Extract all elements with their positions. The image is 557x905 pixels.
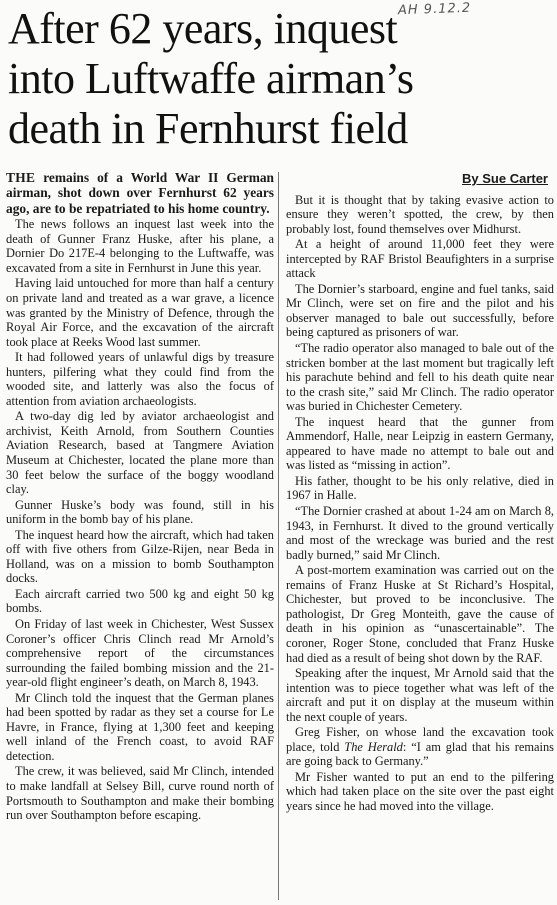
paragraph: Gunner Huske’s body was found, still in his uniform in the bomb bay of his plane. [6, 497, 274, 527]
column-divider [278, 172, 279, 900]
paragraph: The inquest heard how the aircraft, which had taken off with five others from Gilze-Rijen, near Beda in Holland, was on a mission to bomb Southampton docks. [6, 527, 274, 586]
newspaper-name: The Herald [344, 739, 403, 754]
headline [8, 4, 553, 154]
paragraph: “The Dornier crashed at about 1-24 am on March 8, 1943, in Fernhurst. It dived to the ground vertically and most of the wreckage was buried and the rest badly burned,” said Mr Clinch. [286, 504, 554, 562]
paragraph: It had followed years of unlawful digs by treasure hunters, pilfering what they could find from the wooded site, and latterly was also the focus of attention from aviation archaeologists. [6, 350, 274, 408]
lead-text: remains of a World War II German airman, shot down over Fernhurst 62 years ago, are to be repatriated to his home country. [6, 170, 274, 216]
paragraph: A post-mortem examination was carried out on the remains of Franz Huske at St Richard’s Hospital, Chichester, but proved to be inconclusive. The pathologist, Dr Greg Monteith, gave the cause of death in his opinion as “unascertainable”. The coroner, Roger Stone, concluded that Franz Huske had died as a result of being shot down by the RAF. [286, 563, 554, 665]
paragraph: A two-day dig led by aviator archaeologist and archivist, Keith Arnold, from Southern Counties Aviation Research, based at Tangmere Aviation Museum at Chichester, located the plane more than 30 feet below the surface of the boggy woodland clay. [6, 409, 274, 497]
handwritten-date-note: AH 9.12.2 [397, 0, 472, 19]
paragraph: At a height of around 11,000 feet they were intercepted by RAF Bristol Beaufighters in a surprise attack [286, 237, 554, 281]
paragraph [286, 725, 554, 769]
article-column-right [286, 172, 554, 814]
paragraph: The inquest heard that the gunner from Ammendorf, Halle, near Leipzig in eastern Germany, appeared to have made no attempt to bale out and was listed as “missing in action”. [286, 414, 554, 473]
paragraph: But it is thought that by taking evasive action to ensure they weren’t spotted, the crew, by then probably lost, found themselves over Midhurst. [286, 192, 554, 236]
paragraph: The Dornier’s starboard, engine and fuel tanks, said Mr Clinch, were set on fire and the pilot and his observer managed to bale out successfully, before being captured as prisoners of war. [286, 281, 554, 340]
article-column-left [6, 170, 274, 823]
paragraph: Speaking after the inquest, Mr Arnold said that the intention was to piece together what was left of the aircraft and put it on display at the museum within the next couple of years. [286, 666, 554, 724]
headline-line-3: death in Fernhurst field [8, 104, 408, 153]
headline-line-1: After 62 years, inquest [8, 4, 398, 53]
lead-caps: THE [6, 170, 36, 185]
paragraph: His father, thought to be his only relative, died in 1967 in Halle. [286, 473, 554, 503]
paragraph: The news follows an inquest last week into the death of Gunner Franz Huske, after his plane, a Dornier Do 217E-4 belonging to the Luftwaffe, was excavated from a site in Fernhurst in June this year. [6, 217, 274, 275]
paragraph: The crew, it was believed, said Mr Clinch, intended to make landfall at Selsey Bill, curve round north of Portsmouth to Southampton and make their bombing run over Southampton before escaping. [6, 764, 274, 823]
headline-line-2: into Luftwaffe airman’s [8, 54, 414, 103]
paragraph: Mr Clinch told the inquest that the German planes had been spotted by radar as they set a course for Le Havre, in France, flying at 1,300 feet and keeping well inland of the French coast, to avoid RAF detection. [6, 690, 274, 763]
paragraph: Each aircraft carried two 500 kg and eight 50 kg bombs. [6, 586, 274, 616]
paragraph: On Friday of last week in Chichester, West Sussex Coroner’s officer Chris Clinch read Mr Arnold’s comprehensive report of the circumstances surrounding the failed bombing mission and the 21-year-old flight engineer’s death, on March 8, 1943. [6, 616, 274, 690]
quote-intro: Greg Fisher, on whose land the excavation took place, told [286, 725, 554, 754]
byline: By Sue Carter [462, 171, 548, 186]
paragraph: Having laid untouched for more than half a century on private land and treated as a war grave, a licence was granted by the Ministry of Defence, through the Royal Air Force, and the excavation of the aircraft took place at Reeks Wood last summer. [6, 276, 274, 349]
quote-text: : “I am glad that his remains are going back to Germany.” [286, 739, 554, 769]
paragraph: “The radio operator also managed to bale out of the stricken bomber at the last moment but tragically left his parachute behind and fell to his death quite near to the crash site,” said Mr Clinch. The radio operator was buried in Chichester Cemetery. [286, 341, 554, 414]
lead-paragraph [6, 170, 274, 216]
paragraph: Mr Fisher wanted to put an end to the pilfering which had taken place on the site over the past eight years since he had moved into the village. [286, 769, 554, 813]
